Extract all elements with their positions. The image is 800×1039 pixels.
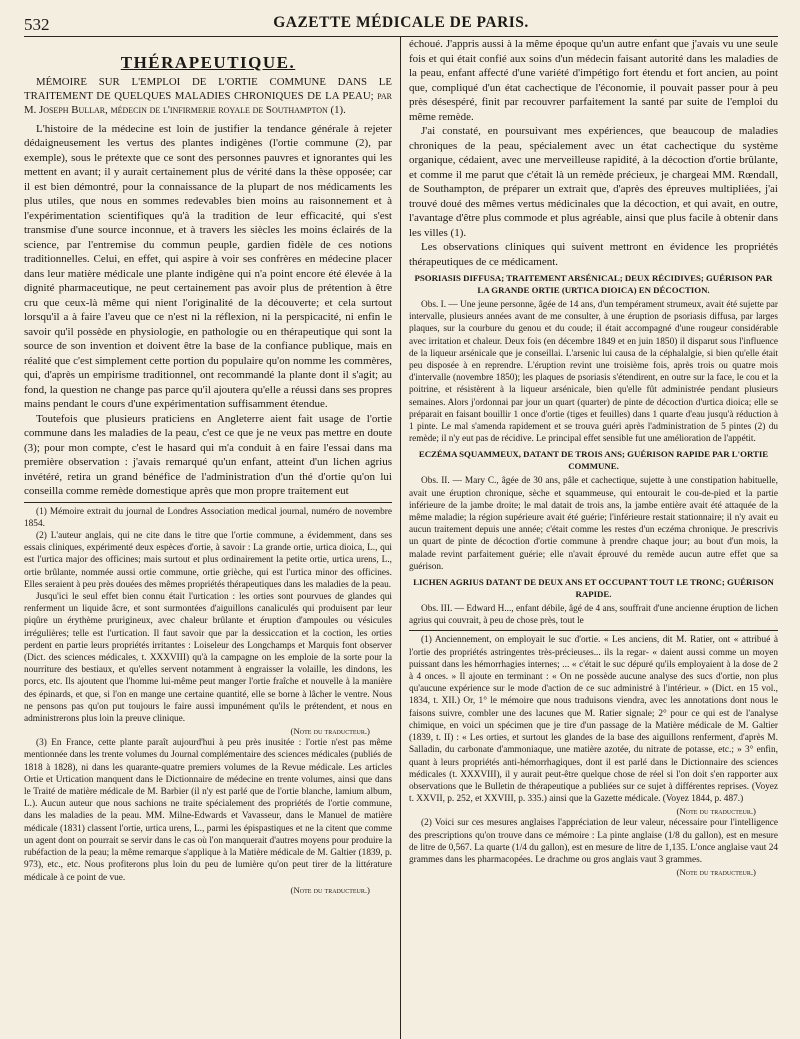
case-text: Obs. III. — Edward H..., enfant débile, âgé de 4 ans, souffrait d'une ancienne éruption de lichen agrius qui couvrait, à peu de chose près, tout le [409,604,778,627]
case-text: Obs. II. — Mary C., âgée de 30 ans, pâle et cachectique, sujette à une constipation habituelle, avait une éruption chronique, sèche et squammeuse, qui entourait le cou-de-pied et la partie inférieure de la jambe droite; le mal datait de trois ans, la jambe entière avait été attaquée de la même maladie; la région supérieure avait été guérie; l'inférieure restait stationnaire; il n'y avait eu aucun traitement depuis une année; c'était comme les restes d'un eczéma chronique. Je prescrivis un quart de pinte de décoction d'ortie commune à prendre chaque jour; au bout d'un mois, la malade revint parfaitement guérie; elle n'avait éprouvé du remède aucun autre effet que sa guérison. [409,476,778,572]
body-paragraph: L'histoire de la médecine est loin de justifier la tendance générale à rejeter dédaigneusement les vertus des plantes indigènes (l'ortie commune (2), par exemple), sous le prétexte que ce sont des personnes pauvres et ignorantes qui les mettent en avant; il y aurait certainement plus de vérité dans la thèse opposée; car il est bien démontré, pour la connaissance de la plupart de nos médicaments les plus utiles, que nous en sommes redevables bien moins au raisonnement et à l'expérimentation scientifiques qu'à la tradition de leur efficacité, qui s'est transmise d'une source inconnue, et à travers les siècles les moins éclairés de la science, par l'entremise du commun peuple, gardien fidèle de ces notions traditionnelles. Celui, en effet, qui aspire à voir ses confrères en médecine placer dans leur matière médicale une plante indigène qui n'a point encore été élevée à la dignité pharmaceutique, ne peut certainement pas avoir plus de prétention à être cru que ceux-là même qui nient l'originalité de la découverte; et cela surtout lorsqu'il a à faire l'aveu que ce n'est ni la réflexion, ni la perspicacité, ni enfin le savoir qu'il possède en physiologie, en pathologie ou en thérapeutique qui sont la source de son invention et doivent être la base de la confiance publique, mais en réalité que c'est simplement cette portion du populaire qu'on nomme les commères, qui, d'après un empirisme traditionnel, ont recommandé la plante dont il s'agit; au fond, la question ne change pas parce qu'il ajoutera qu'elle a réussi dans ses propres mains pendant le cours d'une expérimentation suffisamment étendue. [24,122,392,411]
footnote: Jusqu'ici le seul effet bien connu était l'urtication : les orties sont pourvues de glandes qui renferment un liquide âcre, et sont surmontées d'aiguillons canaliculés qui produisent par leur piqûre un érythème prurigineux, avec chaleur brûlante et éruption d'ampoules ou vésicules irrégulières; telle est l'urtication. Il faut savoir que par la dessiccation et la coction, les orties perdent en partie leurs propriétés irritantes : Loiseleur des Longchamps et Marquis font observer (Dict. des sciences médicales, t. XXXVIII) qu'à la campagne on les emploie de la sorte pour la nourriture des bestiaux, et qu'elles servent notamment à engraisser la volaille, les dindons, les porcs, etc. Ils ajoutent que l'homme lui-même peut manger l'ortie fraîche et nouvelle à la manière des épinards, et que, si l'on en mange une certaine quantité, elle se borne à lâcher le ventre. Nous ne pensons pas qu'on put toujours le faire aussi impunément qu'ils le prétendent, et nous en administrerons plus loin la preuve clinique. [24,592,392,725]
footnote: (3) En France, cette plante paraît aujourd'hui à peu près inusitée : l'ortie n'est pas même mentionnée dans les trente volumes du Journal complémentaire des sciences médicales (publiés de 1818 à 1828), ni dans les quarante-quatre premiers volumes de la Revue médicale. Les articles Ortie et Urtication manquent dans le Dictionnaire de médecine en trente volumes, ainsi que dans le Traité de matière médicale de M. Barbier (il n'y est parlé que de l'ortie blanche, lamium album, L.). Aucun auteur que nous sachions ne traite spécialement des propriétés de l'ortie commune, dans les maladies de la peau. MM. Milne-Edwards et Vavasseur, dans le Manuel de matière médicale (1831) classent l'ortie, urtica urens, L., parmi les épispastiques et ne la citent que comme un agent dont on pourrait se servir dans le cas où l'on manquerait d'autres moyens pour produire la rubéfaction de la peau; la même remarque s'applique à la Matière médicale de M. Galtier (1839, p. 973), etc., etc. Nous profiterons plus loin du peu de lumière qu'on peut tirer de la littérature médicale à ce point de vue. [24,738,392,883]
body-paragraph: J'ai constaté, en poursuivant mes expériences, que beaucoup de maladies chroniques de la peau, spécialement avec un état cachectique du système organique, cédaient, avec une merveilleuse rapidité, à la décoction d'ortie brûlante, et comme il me parut que c'était là un remède précieux, je chargeai MM. Rœndall, de Southampton, de préparer un extrait que, d'après des épreuves multipliées, j'ai trouvé doué des mêmes vertus médicinales que la décoction, et qui avait, en outre, l'avantage d'être plus commode et plus agréable, ainsi que plus facile à obtenir dans les villes (1). [409,125,778,239]
body-paragraph: échoué. J'appris aussi à la même époque qu'un autre enfant que j'avais vu une seule fois et qui était confié aux soins d'un médecin faisant autorité dans les maladies de la peau, enfant affecté d'une variété d'impétigo fort étendu et fort ancien, au point que, compliqué d'un état cachectique de l'économie, il pouvait passer pour à peu près désespéré, finit par recouvrer parfaitement la santé par suite de l'emploi du même remède. [409,38,778,123]
footnote-rule [409,630,778,631]
translator-note: (Note du traducteur.) [290,884,370,895]
section-title: THÉRAPEUTIQUE. [120,53,296,72]
case-text: Obs. I. — Une jeune personne, âgée de 14 ans, d'un tempérament strumeux, avait été sujette par intervalle, plusieurs années avant de me consulter, à une éruption de psoriasis diffusa, par larges plaques, sur la courbure du genou et du coude; il était accompagné d'une rougeur considérable avec irritation et chaleur. Deux fois (en décembre 1849 et en juin 1850) il disparut sous l'influence de la liqueur arsénicale que je conseillai. L'arsenic lui causa de la céphalalgie, si bien qu'elle était peu disposée à en reprendre. L'éruption revint une troisième fois, après trois ou quatre mois d'intervalle (novembre 1850); les plaques de psoriasis s'étendirent, en outre sur la face, le cou et la poitrine, et résistèrent à la liqueur arsénicale, bien qu'elle fût administrée pendant plusieurs semaines. Alors j'ordonnai par jour un quart (quarter) de pinte de décoction d'urtica dioica; elle se préparait en faisant bouillir 1 once d'ortie (tiges et feuilles) dans 1 quarte d'eau jusqu'à réduction à 1 pinte. Le mal s'amenda rapidement et se trouva guéri après l'administration de 5 pintes (2) du remède; il n'y eut pas de récidive. Le principal effet sensible fut une amélioration de l'appétit. [409,300,778,445]
footnote: (2) Voici sur ces mesures anglaises l'appréciation de leur valeur, nécessaire pour l'intelligence des prescriptions qu'on trouve dans ce mémoire : La pinte anglaise (1/8 du gallon), est en mesure de litre de 0,567. La quarte (1/4 du gallon), est en mesure de litre de 1,135. L'once anglaise vaut 24 grammes dans les pharmacopées. Le drachme ou gros anglais vaut 3 grammes. [409,818,778,865]
footnote: (2) L'auteur anglais, qui ne cite dans le titre que l'ortie commune, a évidemment, dans ses essais cliniques, expérimenté deux espèces d'ortie, à savoir : La grande ortie, urtica dioica, L., qui est l'urtica major des officines; mais surtout et plus ordinairement la petite ortie, urtica urens, L., ortie brûlante, nommée aussi ortie commune, ortie grièche, qui est l'urtica minor des officines. Elles seraient à peu près douées des mêmes propriétés thérapeutiques dans les maladies de la peau. [24,531,392,590]
footnote-rule [24,502,392,503]
case-heading: PSORIASIS DIFFUSA; TRAITEMENT ARSÉNICAL; DEUX RÉCIDIVES; GUÉRISON PAR LA GRANDE ORTIE (URTICA DIOICA) EN DÉCOCTION. [414,273,773,295]
body-paragraph: Toutefois que plusieurs praticiens en Angleterre aient fait usage de l'ortie commune dans les maladies de la peau, c'est ce que je ne veux pas mettre en doute (3); pour mon compte, c'est le hasard qui m'a conduit à en faire l'essai dans ma première observation : j'avais remarqué qu'un enfant, atteint d'un lichen agrius invétéré, retira un grand bénéfice de l'administration d'un thé d'ortie qu'on lui conseilla comme remède domestique après que mon propre traitement eut [24,412,392,498]
translator-note: (Note du traducteur.) [676,867,756,878]
body-paragraph: Les observations cliniques qui suivent mettront en évidence les propriétés thérapeutiques de ce médicament. [409,241,778,268]
page-header [24,12,778,37]
case-heading: LICHEN AGRIUS DATANT DE DEUX ANS ET OCCUPANT TOUT LE TRONC; GUÉRISON RAPIDE. [413,577,774,599]
article-heading: MÉMOIRE SUR L'EMPLOI DE L'ORTIE COMMUNE DANS LE TRAITEMENT DE QUELQUES MALADIES CHRONIQUES DE LA PEAU; par M. Joseph Bullar, médecin de l'infirmerie royale de Southampton (1). [24,76,392,117]
text-columns [24,37,778,1039]
left-column [24,37,401,1039]
journal-title: GAZETTE MÉDICALE DE PARIS. [273,14,529,31]
footnote: (1) Anciennement, on employait le suc d'ortie. « Les anciens, dit M. Ratier, ont « attribué à l'ortie des propriétés astringentes très-précieuses... ils la regar- « daient aussi comme un moyen puissant dans les hémorrhagies internes; ... « c'était le suc dépuré qu'ils employaient à la dose de 2 à 4 onces. » Il ajoute en terminant : « On ne possède aucune analyse des sucs d'ortie, non plus qu'aucune expérience sur le mode d'action de ce suc administré à l'intérieur. » (Dict. en 15 vol., 1834, t. XII.) Or, 1° le mémoire que nous traduisons viendra, avec les annotations dont nous le faisons suivre, combler une des lacunes que M. Ratier signale; 2° pour ce qui est de l'analyse chimique, en voici un spécimen que je tire d'un passage de la Matière médicale de M. Galtier (1839, t. II) : « Les orties, et surtout les glandes de la base des aiguillons renferment, d'après M. Salladin, du carbonate d'ammoniaque, une matière azotée, du nitrate de potasse, etc.; » 3° enfin, quant à leurs propriétés anti-hémorrhagiques, dont il est parlé dans le Dictionnaire des sciences médicales (t. XXXVIII), il y aurait peut-être quelque chose de réel si l'on doit s'en rapporter aux observations que le Bulletin de thérapeutique a publiées sur ce sujet à différentes reprises. (Voyez t. XXVII, p. 252, et XXVIII, p. 335.) ainsi que la Gazette médicale. (Voyez 1844, p. 487.) [409,635,778,805]
translator-note: (Note du traducteur.) [676,806,756,817]
translator-note: (Note du traducteur.) [290,726,370,737]
right-column [401,37,778,1039]
footnote: (1) Mémoire extrait du journal de Londres Association medical journal, numéro de novembre 1854. [24,506,392,529]
page-number: 532 [24,15,50,34]
case-heading: ECZÉMA SQUAMMEUX, DATANT DE TROIS ANS; GUÉRISON RAPIDE PAR L'ORTIE COMMUNE. [418,449,769,471]
